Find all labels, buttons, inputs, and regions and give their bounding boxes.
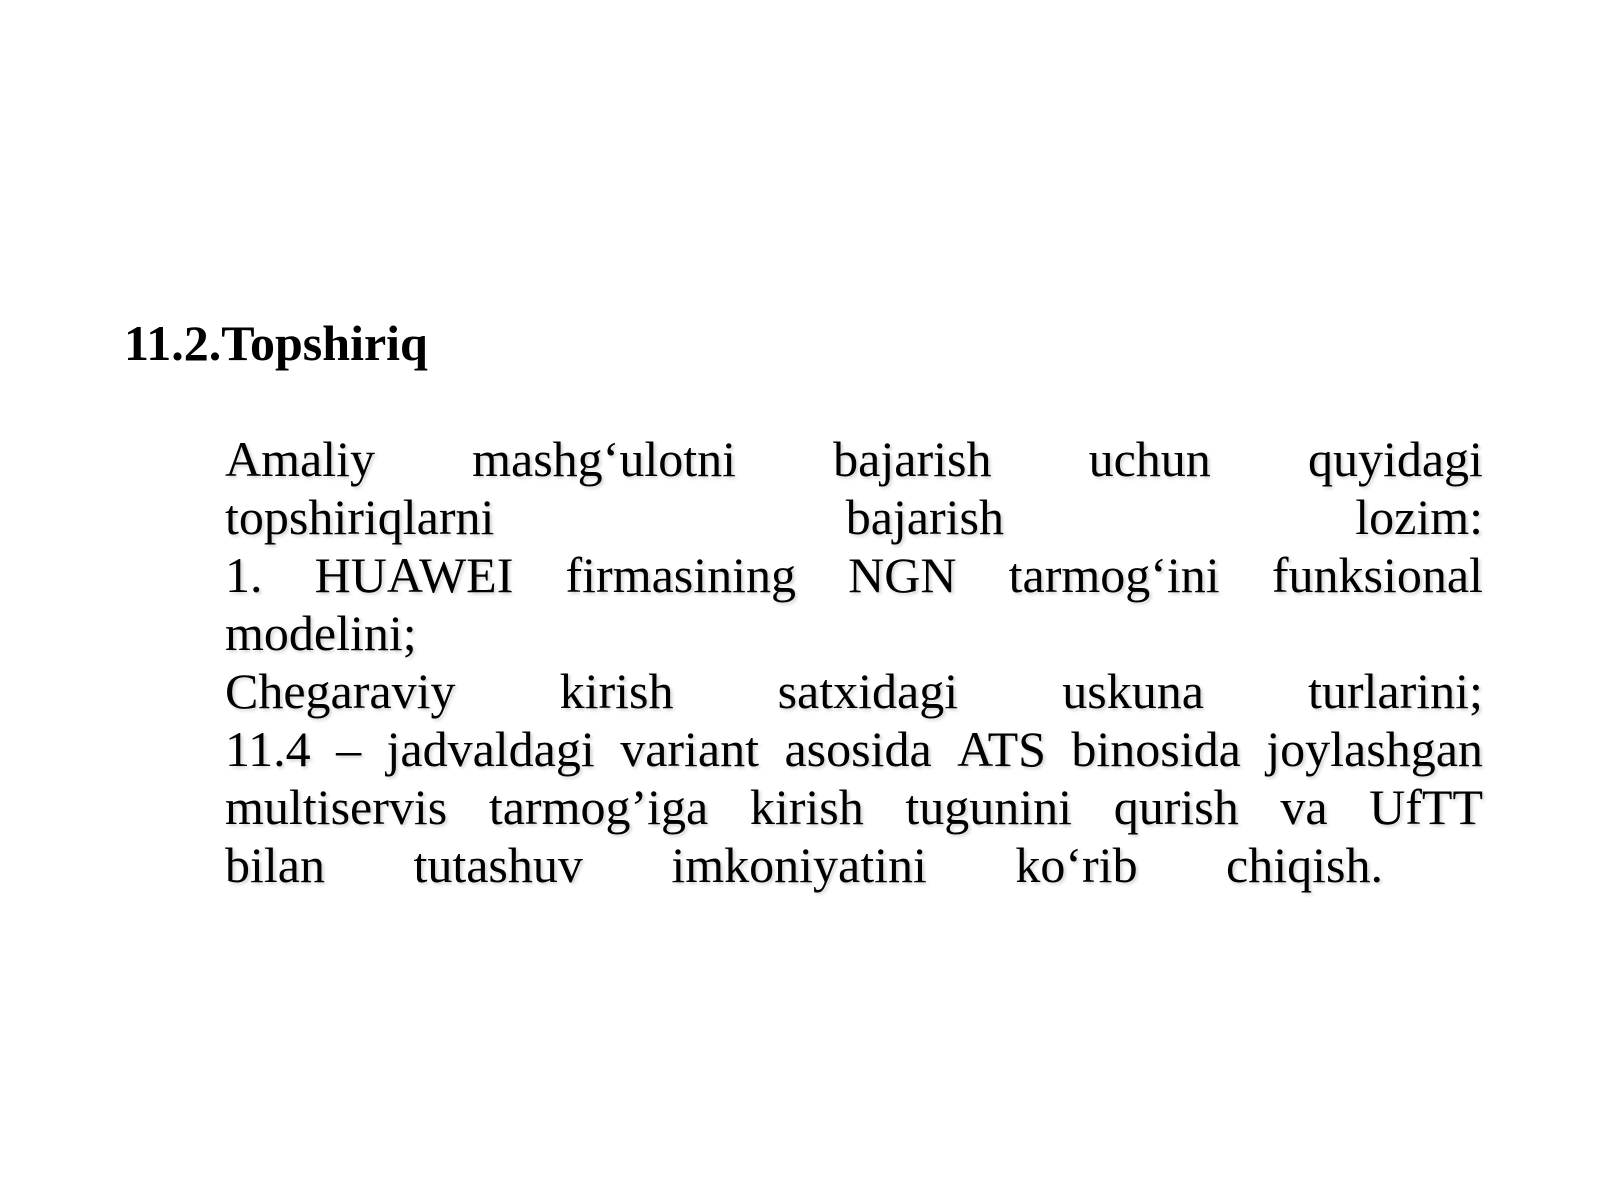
word: bajarish bbox=[833, 431, 992, 487]
word: bilan bbox=[225, 837, 325, 893]
body-line-4 bbox=[225, 604, 1483, 662]
word: kirish bbox=[559, 663, 674, 719]
word: UfTT bbox=[1369, 779, 1483, 835]
word: chiqish. bbox=[1226, 837, 1383, 893]
word: NGN bbox=[848, 547, 957, 603]
word: 1. bbox=[225, 547, 263, 603]
word: qurish bbox=[1113, 779, 1239, 835]
word: modelini; bbox=[225, 605, 417, 661]
word: kirish bbox=[749, 779, 864, 835]
word: jadvaldagi bbox=[386, 721, 595, 777]
word: tugunini bbox=[905, 779, 1073, 835]
word: tarmog’iga bbox=[488, 779, 709, 835]
word: quyidagi bbox=[1307, 431, 1483, 487]
word: HUAWEI bbox=[314, 547, 514, 603]
word: funksional bbox=[1271, 547, 1483, 603]
word: bajarish bbox=[845, 489, 1004, 545]
word: uchun bbox=[1088, 431, 1211, 487]
word: va bbox=[1280, 779, 1328, 835]
word: tutashuv bbox=[413, 837, 583, 893]
word: imkoniyatini bbox=[671, 837, 927, 893]
word: Chegaraviy bbox=[225, 663, 456, 719]
word: topshiriqlarni bbox=[225, 489, 495, 545]
word: Amaliy bbox=[225, 431, 375, 487]
body-line-6 bbox=[225, 720, 1483, 778]
word: turlarini; bbox=[1308, 663, 1483, 719]
word: mashg‘ulotni bbox=[472, 431, 737, 487]
word: ATS bbox=[957, 721, 1046, 777]
word: ko‘rib bbox=[1015, 837, 1138, 893]
word: 11.4 bbox=[225, 721, 311, 777]
word: satxidagi bbox=[777, 663, 959, 719]
word: binosida bbox=[1071, 721, 1241, 777]
body-line-3 bbox=[225, 546, 1483, 604]
word: firmasining bbox=[565, 547, 797, 603]
word: uskuna bbox=[1062, 663, 1204, 719]
word: lozim: bbox=[1355, 489, 1483, 545]
word: joylashgan bbox=[1266, 721, 1483, 777]
slide-body bbox=[225, 430, 1483, 894]
body-line-7 bbox=[225, 778, 1483, 836]
body-line-1 bbox=[225, 430, 1483, 488]
body-line-5 bbox=[225, 662, 1483, 720]
slide-title: 11.2.Topshiriq bbox=[124, 315, 428, 371]
word: multiservis bbox=[225, 779, 448, 835]
word: variant bbox=[620, 721, 760, 777]
body-line-2 bbox=[225, 488, 1483, 546]
word: tarmog‘ini bbox=[1008, 547, 1220, 603]
word: – bbox=[336, 721, 362, 777]
body-line-8 bbox=[225, 836, 1383, 894]
word: asosida bbox=[784, 721, 932, 777]
